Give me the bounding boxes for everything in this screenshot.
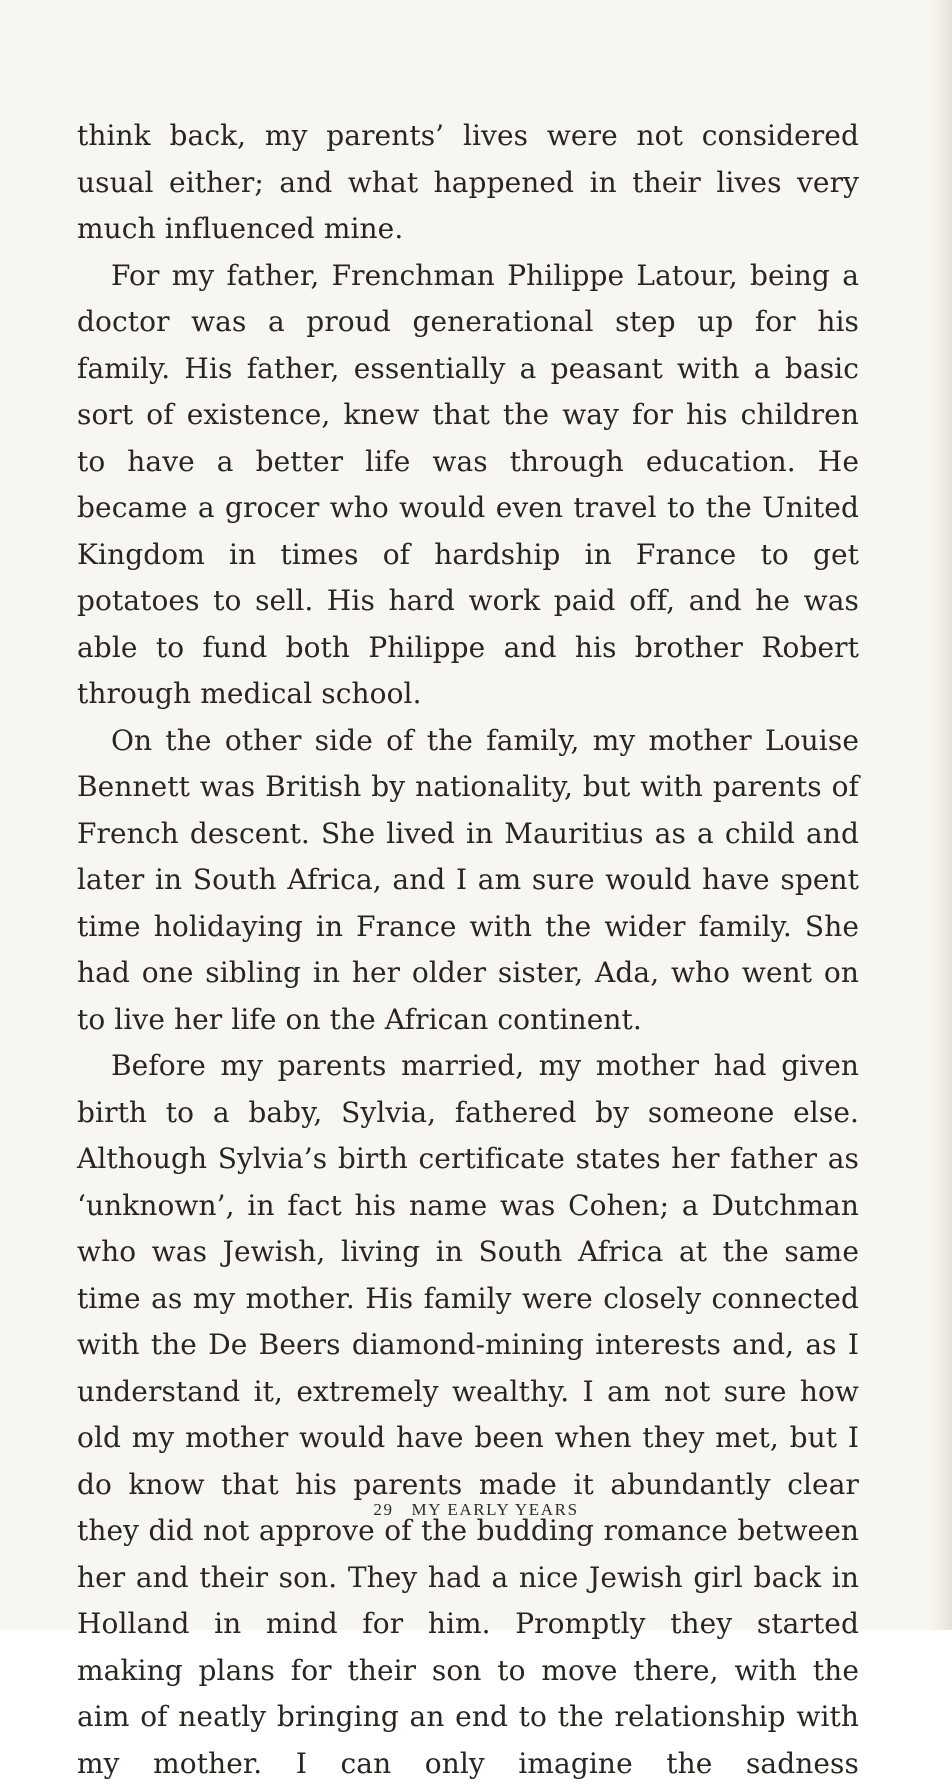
page-number: 29 <box>373 1500 394 1519</box>
running-title: MY EARLY YEARS <box>411 1500 579 1519</box>
paragraph-1: think back, my parents’ lives were not considered usual either; and what happened in their lives very much influenced mine. <box>77 119 859 245</box>
paragraph-2: For my father, Frenchman Philippe Latour, being a doctor was a proud generational step up for his family. His father, essentially a peasant with a basic sort of existence, knew that the way for his children to have a better life was through education. He became a grocer who would even travel to the United Kingdom in times of hardship in France to get potatoes to sell. His hard work paid off, and he was able to fund both Philippe and his brother Robert through medical school. <box>77 258 859 710</box>
page-footer <box>0 1500 952 1520</box>
paragraph-3: On the other side of the family, my mother Louise Bennett was British by nationality, but with parents of French descent. She lived in Mauritius as a child and later in South Africa, and I am sure would have spent time holidaying in France with the wider family. She had one sibling in her older sister, Ada, who went on to live her life on the African continent. <box>77 723 859 1036</box>
paragraph-4: Before my parents married, my mother had given birth to a baby, Sylvia, fathered by someone else. Although Sylvia’s birth certificate states her father as ‘unknown’, in fact his name was Cohen; a Dutchman who was Jewish, living in South Africa at the same time as my mother. His family were closely connected with the De Beers diamond-mining interests and, as I understand it, extremely wealthy. I am not sure how old my mother would have been when they met, but I do know that his parents made it abundantly clear they did not approve of the budding romance between her and their son. They had a nice Jewish girl back in Holland in mind for him. Promptly they started making plans for their son to move there, with the aim of neatly bringing an end to the relationship with my mother. I can only imagine the sadness <box>77 1049 859 1780</box>
page-edge-shadow <box>930 0 952 1630</box>
body-text <box>77 113 859 1787</box>
